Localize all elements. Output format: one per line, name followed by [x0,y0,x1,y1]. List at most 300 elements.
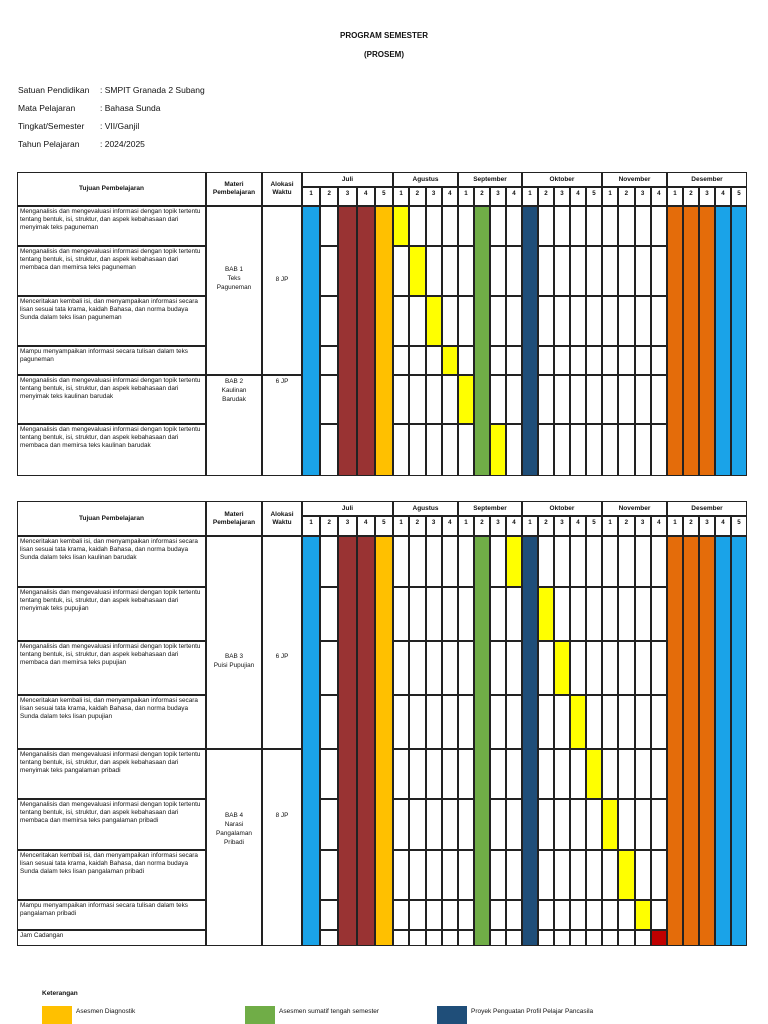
grid-cell [586,246,602,296]
grid-cell [586,900,602,930]
grid-cell [586,695,602,749]
header-week: 3 [338,187,356,206]
grid-cell [409,749,425,799]
grid-cell [409,641,425,695]
header-week: 5 [375,516,393,536]
grid-cell [426,641,442,695]
legend-label-diagnostik: Asesmen Diagnostik [76,1008,136,1015]
header-week: 3 [699,187,715,206]
grid-cell [490,346,506,375]
page-subtitle: (PROSEM) [364,50,404,59]
grid-cell [320,695,338,749]
grid-cell [651,799,667,850]
grid-cell [635,246,651,296]
header-week: 5 [586,516,602,536]
grid-cell [320,346,338,375]
grid-cell [426,587,442,641]
header-week: 4 [570,187,586,206]
grid-cell [490,799,506,850]
header-week: 4 [442,187,458,206]
grid-cell [442,246,458,296]
grid-cell [570,246,586,296]
grid-cell [602,346,618,375]
grid-cell [393,587,409,641]
grid-cell [393,536,409,587]
grid-cell [506,346,522,375]
grid-cell [320,246,338,296]
header-week: 5 [375,187,393,206]
grid-cell [651,246,667,296]
info-label: Tahun Pelajaran [18,139,80,149]
header-week: 2 [409,187,425,206]
grid-cell [570,799,586,850]
grid-cell [458,695,474,749]
bar-activity [618,850,634,900]
page-title: PROGRAM SEMESTER [339,31,428,40]
header-tujuan: Tujuan Pembelajaran [17,501,206,536]
grid-cell [554,375,570,424]
grid-cell [586,375,602,424]
grid-cell [618,424,634,476]
grid-cell [602,536,618,587]
table-row-tujuan: Menganalisis dan mengevaluasi informasi dengan topik tertentu tentang bentuk, isi, struktur, dan aspek kebahasaan dari membaca dan memirsa teks pangalaman pribadi [17,799,206,850]
bar-sts [474,536,490,946]
grid-cell [458,536,474,587]
grid-cell [458,424,474,476]
grid-cell [458,799,474,850]
grid-cell [506,749,522,799]
grid-cell [651,749,667,799]
header-week: 3 [699,516,715,536]
grid-cell [506,900,522,930]
grid-cell [393,850,409,900]
table-row-tujuan: Menganalisis dan mengevaluasi informasi dengan topik tertentu tentang bentuk, isi, struktur, dan aspek kebahasaan dari menyimak teks kaulinan barudak [17,375,206,424]
grid-cell [490,536,506,587]
grid-cell [651,206,667,246]
grid-cell [426,206,442,246]
grid-cell [538,850,554,900]
grid-cell [602,296,618,346]
grid-cell [442,536,458,587]
grid-cell [570,296,586,346]
grid-cell [426,424,442,476]
bar-holiday [338,536,356,946]
header-week: 3 [490,187,506,206]
materi-text: BAB 4 Narasi Pangalaman Pribadi [216,812,252,846]
grid-cell [442,749,458,799]
bar-libur [715,536,731,946]
header-month: September [458,501,522,516]
grid-cell [490,749,506,799]
grid-cell [570,424,586,476]
grid-cell [320,799,338,850]
header-materi: Materi Pembelajaran [206,172,262,206]
header-week: 4 [715,187,731,206]
table-row-tujuan: Menceritakan kembali isi, dan menyampaikan informasi secara lisan sesuai tata krama, kaidah Bahasa, dan norma budaya Sunda dalam teks lisan paguneman [17,296,206,346]
grid-cell [393,346,409,375]
grid-cell [618,206,634,246]
bar-sas [667,206,683,476]
info-label: Mata Pelajaran [18,103,76,113]
bar-activity [570,695,586,749]
bar-sas [683,206,699,476]
grid-cell [506,930,522,946]
header-week: 2 [320,187,338,206]
grid-cell [490,695,506,749]
bar-holiday [357,536,375,946]
header-week: 2 [618,516,634,536]
grid-cell [442,375,458,424]
grid-cell [586,930,602,946]
grid-cell [570,346,586,375]
grid-cell [409,346,425,375]
grid-cell [393,375,409,424]
grid-cell [554,346,570,375]
grid-cell [602,587,618,641]
grid-cell [586,296,602,346]
bar-activity [490,424,506,476]
grid-cell [538,206,554,246]
grid-cell [490,900,506,930]
header-week: 4 [442,516,458,536]
grid-cell [602,246,618,296]
grid-cell [635,296,651,346]
table-row-tujuan: Menganalisis dan mengevaluasi informasi dengan topik tertentu tentang bentuk, isi, struktur, dan aspek kebahasaan dari membaca dan memirsa teks kaulinan barudak [17,424,206,476]
grid-cell [618,641,634,695]
grid-cell [635,930,651,946]
grid-cell [618,930,634,946]
table-row-tujuan: Menganalisis dan mengevaluasi informasi dengan topik tertentu tentang bentuk, isi, struktur, dan aspek kebahasaan dari membaca dan memirsa teks paguneman [17,246,206,296]
grid-cell [442,641,458,695]
legend-swatch-diagnostik [42,1006,72,1024]
grid-cell [635,641,651,695]
grid-cell [320,749,338,799]
bar-activity [506,536,522,587]
grid-cell [570,749,586,799]
bar-mpls [302,536,320,946]
grid-cell [320,206,338,246]
header-week: 4 [570,516,586,536]
bar-activity [409,246,425,296]
grid-cell [570,641,586,695]
materi-text: BAB 1 Teks Paguneman [216,266,252,291]
bar-sas [699,206,715,476]
grid-cell [635,587,651,641]
grid-cell [618,246,634,296]
grid-cell [409,296,425,346]
grid-cell [409,900,425,930]
header-month: Oktober [522,501,602,516]
bar-holiday [338,206,356,476]
header-week: 2 [683,187,699,206]
grid-cell [506,246,522,296]
grid-cell [554,900,570,930]
grid-cell [490,296,506,346]
header-week: 4 [506,516,522,536]
bar-activity [635,900,651,930]
grid-cell [490,641,506,695]
materi-text: BAB 2 Kaulinan Barudak [221,378,247,403]
grid-cell [554,536,570,587]
grid-cell [570,930,586,946]
grid-cell [426,695,442,749]
legend-label-sts: Asesmen sumatif tengah semester [279,1008,380,1015]
grid-cell [635,536,651,587]
header-week: 1 [602,187,618,206]
bar-libur [715,206,731,476]
grid-cell [618,695,634,749]
grid-cell [393,424,409,476]
header-month: Juli [302,172,393,187]
grid-cell [426,536,442,587]
grid-cell [602,850,618,900]
info-row-satuan [18,85,205,95]
grid-cell [409,695,425,749]
grid-cell [635,206,651,246]
header-week: 4 [357,516,375,536]
grid-cell [490,246,506,296]
alokasi-cell [262,536,302,749]
grid-cell [651,296,667,346]
bar-activity [458,375,474,424]
grid-cell [618,296,634,346]
bar-activity [426,296,442,346]
header-week: 1 [302,187,320,206]
grid-cell [570,900,586,930]
grid-cell [618,900,634,930]
grid-cell [320,641,338,695]
grid-cell [320,850,338,900]
grid-cell [320,375,338,424]
grid-cell [618,749,634,799]
grid-cell [320,296,338,346]
bar-activity [393,206,409,246]
grid-cell [506,206,522,246]
grid-cell [458,850,474,900]
info-label: Tingkat/Semester [18,121,85,131]
grid-cell [458,641,474,695]
bar-sas [667,536,683,946]
grid-cell [442,850,458,900]
bar-asesmen-diagnostik [375,206,393,476]
table-row-tujuan: Jam Cadangan [17,930,206,946]
header-week: 2 [474,187,490,206]
grid-cell [458,246,474,296]
grid-cell [651,850,667,900]
table-row-tujuan: Menceritakan kembali isi, dan menyampaikan informasi secara lisan sesuai tata krama, kaidah Bahasa, dan norma budaya Sunda dalam teks lisan pangalaman pribadi [17,850,206,900]
header-materi: Materi Pembelajaran [206,501,262,536]
grid-cell [506,296,522,346]
grid-cell [602,749,618,799]
grid-cell [635,695,651,749]
grid-cell [506,850,522,900]
materi-text: BAB 3 Puisi Pupujian [213,653,255,669]
grid-cell [393,246,409,296]
grid-cell [393,900,409,930]
table-row-tujuan: Menganalisis dan mengevaluasi informasi dengan topik tertentu tentang bentuk, isi, struktur, dan aspek kebahasaan dari menyimak teks pangalaman pribadi [17,749,206,799]
grid-cell [458,206,474,246]
grid-cell [506,424,522,476]
grid-cell [554,850,570,900]
grid-cell [458,587,474,641]
grid-cell [506,375,522,424]
grid-cell [409,206,425,246]
header-week: 1 [458,187,474,206]
header-week: 3 [338,516,356,536]
header-week: 2 [618,187,634,206]
grid-cell [393,930,409,946]
grid-cell [426,346,442,375]
grid-cell [506,641,522,695]
bar-p5 [522,206,538,476]
grid-cell [651,641,667,695]
header-week: 4 [357,187,375,206]
grid-cell [602,424,618,476]
grid-cell [602,930,618,946]
grid-cell [554,424,570,476]
legend-swatch-p5 [437,1006,467,1024]
grid-cell [570,536,586,587]
grid-cell [554,749,570,799]
grid-cell [506,587,522,641]
header-week: 4 [506,187,522,206]
grid-cell [442,206,458,246]
grid-cell [442,900,458,930]
grid-cell [409,587,425,641]
header-week: 2 [538,516,554,536]
alokasi-cell [262,749,302,946]
grid-cell [635,850,651,900]
grid-cell [490,587,506,641]
info-label: Satuan Pendidikan [18,85,90,95]
info-row-tingkat [18,121,139,131]
grid-cell [458,296,474,346]
bar-cadangan [651,930,667,946]
grid-cell [586,850,602,900]
grid-cell [442,424,458,476]
grid-cell [409,850,425,900]
grid-cell [538,695,554,749]
table-row-tujuan: Menganalisis dan mengevaluasi informasi dengan topik tertentu tentang bentuk, isi, struktur, dan aspek kebahasaan dari menyimak teks pupujian [17,587,206,641]
grid-cell [586,424,602,476]
grid-cell [586,799,602,850]
grid-cell [458,930,474,946]
grid-cell [320,424,338,476]
info-value: : 2024/2025 [100,139,145,149]
alokasi-text: 8 JP [275,276,289,283]
grid-cell [586,346,602,375]
grid-cell [320,900,338,930]
grid-cell [442,587,458,641]
legend-label-p5: Proyek Penguatan Profil Pelajar Pancasila [471,1008,594,1015]
grid-cell [538,346,554,375]
grid-cell [635,424,651,476]
bar-libur [731,536,747,946]
header-week: 5 [731,516,747,536]
header-week: 4 [715,516,731,536]
grid-cell [554,587,570,641]
grid-cell [490,375,506,424]
grid-cell [426,749,442,799]
alokasi-text: 8 JP [275,812,289,819]
grid-cell [426,900,442,930]
grid-cell [426,375,442,424]
grid-cell [586,206,602,246]
grid-cell [538,246,554,296]
header-month: September [458,172,522,187]
grid-cell [426,246,442,296]
info-value: : Bahasa Sunda [100,103,161,113]
grid-cell [538,749,554,799]
grid-cell [651,346,667,375]
grid-cell [393,641,409,695]
grid-cell [426,930,442,946]
header-week: 1 [393,516,409,536]
grid-cell [570,587,586,641]
bar-activity [554,641,570,695]
grid-cell [618,587,634,641]
alokasi-cell [262,375,302,476]
grid-cell [393,296,409,346]
header-week: 5 [586,187,602,206]
grid-cell [651,900,667,930]
header-month: November [602,172,667,187]
header-week: 2 [320,516,338,536]
grid-cell [506,695,522,749]
bar-mpls [302,206,320,476]
bar-p5 [522,536,538,946]
header-week: 2 [409,516,425,536]
info-row-mapel [18,103,161,113]
grid-cell [490,206,506,246]
header-week: 5 [731,187,747,206]
alokasi-text: 6 JP [275,653,289,660]
grid-cell [538,799,554,850]
header-month: November [602,501,667,516]
header-week: 1 [602,516,618,536]
grid-cell [618,799,634,850]
grid-cell [554,296,570,346]
bar-activity [602,799,618,850]
grid-cell [320,930,338,946]
grid-cell [586,587,602,641]
table-row-tujuan: Menganalisis dan mengevaluasi informasi dengan topik tertentu tentang bentuk, isi, struktur, dan aspek kebahasaan dari membaca dan memirsa teks pupujian [17,641,206,695]
bar-activity [538,587,554,641]
grid-cell [618,375,634,424]
grid-cell [506,799,522,850]
grid-cell [602,900,618,930]
header-month: Agustus [393,501,458,516]
grid-cell [538,375,554,424]
grid-cell [554,206,570,246]
bar-sts [474,206,490,476]
grid-cell [393,749,409,799]
header-month: Oktober [522,172,602,187]
bar-sas [683,536,699,946]
table-row-tujuan: Mampu menyampaikan informasi secara tulisan dalam teks pangalaman pribadi [17,900,206,930]
grid-cell [393,799,409,850]
header-week: 3 [490,516,506,536]
grid-cell [538,536,554,587]
grid-cell [442,296,458,346]
grid-cell [320,536,338,587]
grid-cell [490,850,506,900]
header-tujuan: Tujuan Pembelajaran [17,172,206,206]
grid-cell [538,424,554,476]
header-week: 2 [538,187,554,206]
header-week: 3 [554,516,570,536]
header-month: Desember [667,501,747,516]
